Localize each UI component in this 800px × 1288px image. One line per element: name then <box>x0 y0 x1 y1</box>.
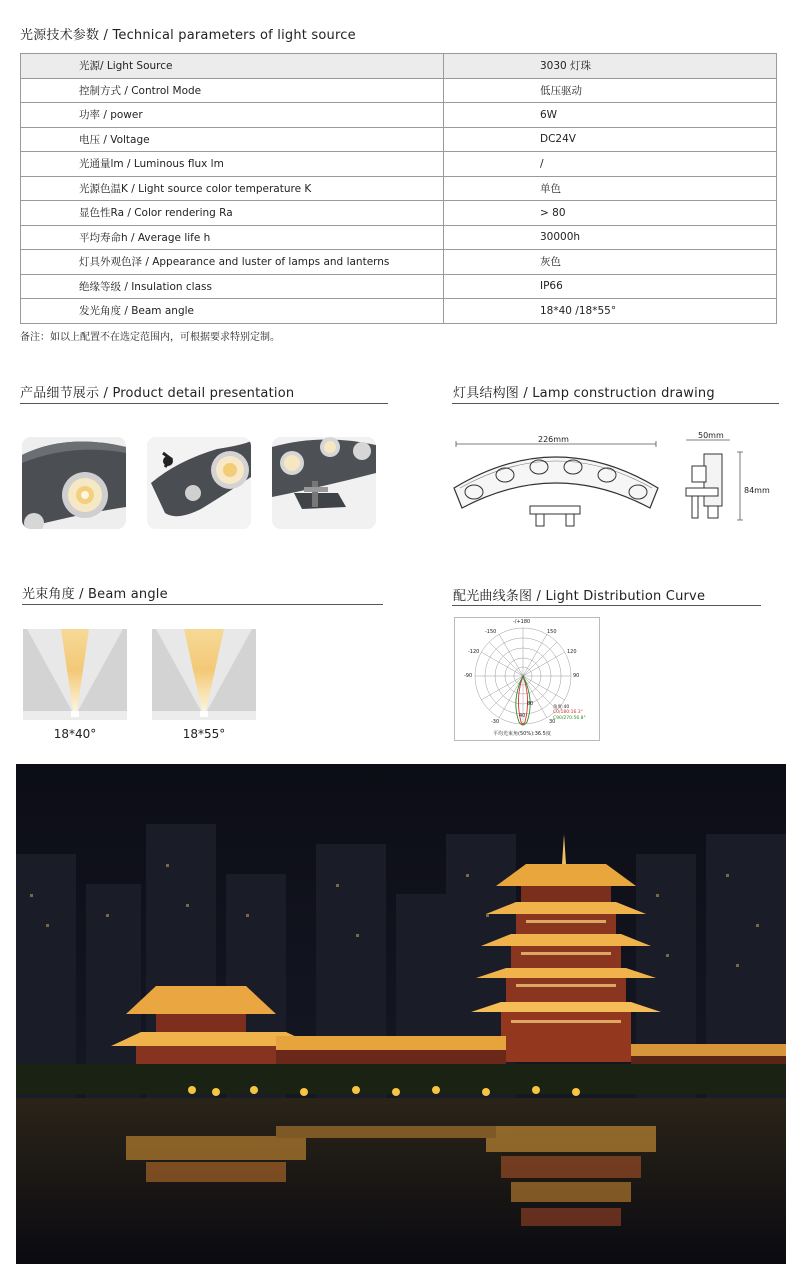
spec-value: 6W <box>444 103 777 128</box>
spec-note: 备注：如以上配置不在选定范围内，可根据要求特别定制。 <box>20 332 280 343</box>
spec-value: 30000h <box>444 225 777 250</box>
polar-label-c40: 40 <box>519 713 526 719</box>
spec-label: 电压 / Voltage <box>21 127 444 152</box>
spec-value: 低压驱动 <box>444 78 777 103</box>
beam-image-55 <box>152 629 256 720</box>
spec-row <box>21 176 777 201</box>
detail-section-title: 产品细节展示 / Product detail presentation <box>20 386 295 401</box>
polar-label-l150: -150 <box>485 629 497 635</box>
spec-value: 3030 灯珠 <box>444 54 777 79</box>
front-view-drawing <box>450 426 668 536</box>
spec-label: 光源色温K / Light source color temperature K <box>21 176 444 201</box>
spec-value: 单色 <box>444 176 777 201</box>
spec-row <box>21 299 777 324</box>
polar-label-r150: 150 <box>547 629 557 635</box>
polar-curve-chart <box>454 617 600 741</box>
detail-title-rule <box>20 403 388 404</box>
polar-legend-c0: C0/180:16.3° <box>553 710 583 715</box>
tech-section-title: 光源技术参数 / Technical parameters of light source <box>20 28 356 43</box>
spec-label: 光源/ Light Source <box>21 54 444 79</box>
spec-value: IP66 <box>444 274 777 299</box>
product-photo-1 <box>22 437 126 529</box>
spec-row <box>21 250 777 275</box>
polar-legend-c90: C90/270:56.8° <box>553 716 586 721</box>
spec-row <box>21 152 777 177</box>
spec-label: 光通量lm / Luminous flux lm <box>21 152 444 177</box>
beam-image-40 <box>23 629 127 720</box>
spec-label: 灯具外观色泽 / Appearance and luster of lamps and lanterns <box>21 250 444 275</box>
spec-label: 发光角度 / Beam angle <box>21 299 444 324</box>
polar-label-l90: -90 <box>464 673 473 679</box>
beam-section-title: 光束角度 / Beam angle <box>22 587 168 602</box>
depth-dimension-label: 50mm <box>698 431 724 440</box>
polar-label-l120: -120 <box>468 649 480 655</box>
night-scene-photo <box>16 764 786 1264</box>
product-photo-3 <box>272 437 376 529</box>
beam-caption-40: 18*40° <box>53 727 97 741</box>
polar-footer: 平均光束角(50%):36.5度 <box>493 731 551 737</box>
width-dimension-label: 226mm <box>538 435 569 444</box>
polar-label-top: -/+180 <box>513 619 531 625</box>
spec-label: 功率 / power <box>21 103 444 128</box>
spec-row <box>21 201 777 226</box>
beam-caption-55: 18*55° <box>182 727 226 741</box>
spec-value: 18*40 /18*55° <box>444 299 777 324</box>
polar-label-r120: 120 <box>567 649 577 655</box>
spec-label: 控制方式 / Control Mode <box>21 78 444 103</box>
spec-row <box>21 274 777 299</box>
spec-row <box>21 54 777 79</box>
polar-label-c80: 80 <box>527 701 534 707</box>
spec-label: 平均寿命h / Average life h <box>21 225 444 250</box>
spec-table <box>20 53 777 324</box>
spec-row <box>21 78 777 103</box>
distribution-title-rule <box>452 605 761 606</box>
polar-label-l30: -30 <box>491 719 500 725</box>
construction-title-rule <box>452 403 779 404</box>
spec-label: 绝缘等级 / Insulation class <box>21 274 444 299</box>
construction-section-title: 灯具结构图 / Lamp construction drawing <box>453 386 715 401</box>
polar-label-r90: 90 <box>573 673 580 679</box>
spec-row <box>21 127 777 152</box>
spec-value: 灰色 <box>444 250 777 275</box>
distribution-section-title: 配光曲线条图 / Light Distribution Curve <box>453 589 706 604</box>
polar-label-r30: 30 <box>549 719 556 725</box>
beam-title-rule <box>22 604 383 605</box>
spec-value: DC24V <box>444 127 777 152</box>
spec-row <box>21 103 777 128</box>
height-dimension-label: 84mm <box>744 486 770 495</box>
spec-value: > 80 <box>444 201 777 226</box>
spec-label: 显色性Ra / Color rendering Ra <box>21 201 444 226</box>
side-view-drawing <box>678 426 778 536</box>
polar-legend-angle: 角度:40 <box>553 705 570 710</box>
spec-row <box>21 225 777 250</box>
product-photo-2 <box>147 437 251 529</box>
spec-value: / <box>444 152 777 177</box>
